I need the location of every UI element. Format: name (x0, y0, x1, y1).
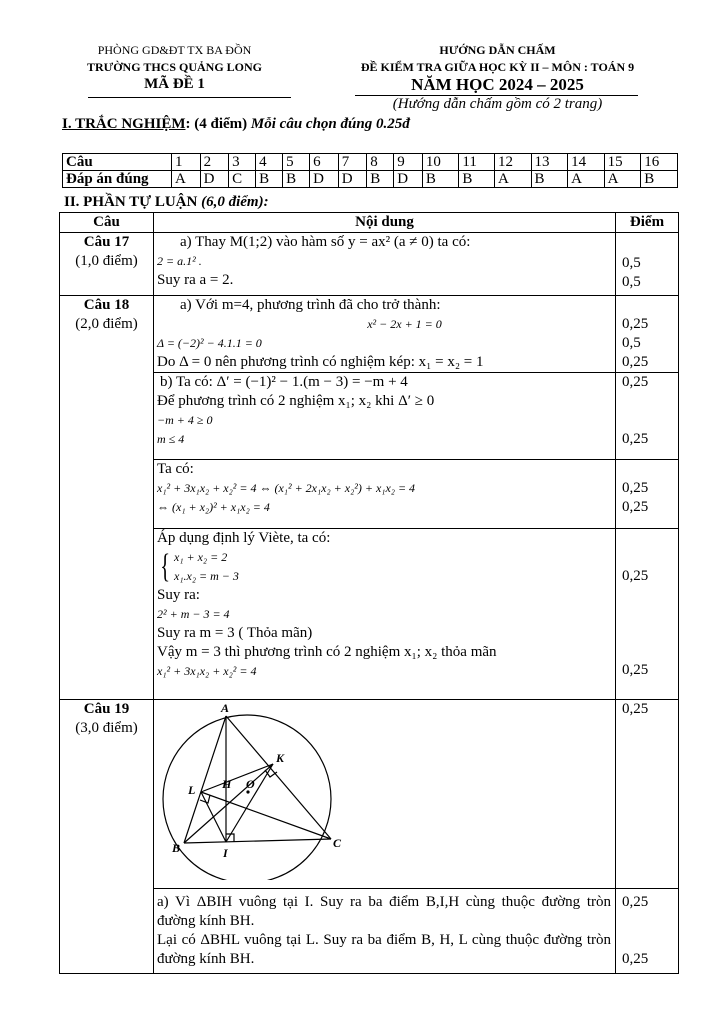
question-number: 3 (229, 154, 256, 171)
geometry-figure (162, 700, 382, 880)
question-number: 10 (422, 154, 459, 171)
score: 0,25 (622, 701, 649, 717)
answer-key: B (367, 171, 394, 188)
question-number: 16 (641, 154, 678, 171)
row-label: Đáp án đúng (63, 171, 172, 188)
q18-line: −m + 4 ≥ 0 (157, 413, 213, 427)
row-label: Câu (63, 154, 172, 171)
q17-label-cell (60, 233, 154, 296)
question-number: 6 (310, 154, 339, 171)
label-o: O (246, 777, 255, 791)
header-left-rule (88, 97, 291, 98)
exam-title: ĐỀ KIỂM TRA GIỮA HỌC KỲ II – MÔN : TOÁN 9 (360, 60, 635, 74)
q18-line: Áp dụng định lý Viète, ta có: (157, 530, 331, 546)
segment-bc (184, 839, 331, 843)
score: 0,5 (622, 335, 641, 351)
score: 0,25 (622, 316, 649, 332)
question-number: 12 (494, 154, 531, 171)
score: 0,25 (622, 374, 649, 390)
q18-line: Suy ra: (157, 587, 200, 603)
q18-line: Do Δ = 0 nên phương trình có nghiệm kép: x₁ = x₂ = 1 (157, 354, 484, 370)
q18-label-cell (60, 296, 154, 700)
section2-points: (6,0 điểm): (201, 194, 269, 210)
q18-line: Để phương trình có 2 nghiệm x₁; x₂ khi Δ′ ≥ 0 (157, 393, 435, 409)
answer-row-keys (63, 171, 678, 188)
q19-label: Câu 19 (83, 701, 130, 717)
answer-key: D (200, 171, 229, 188)
question-number: 1 (172, 154, 201, 171)
label-b: B (172, 841, 181, 855)
answer-key: B (531, 171, 568, 188)
q19-label-cell (60, 700, 154, 974)
col-header-question: Câu (60, 213, 154, 233)
score: 0,25 (622, 431, 649, 447)
label-h: H (222, 777, 232, 791)
answer-key: D (310, 171, 339, 188)
answer-key: D (394, 171, 423, 188)
question-number: 5 (283, 154, 310, 171)
q18-line: m ≤ 4 (157, 432, 185, 446)
col-header-content: Nội dung (154, 213, 616, 233)
q17-row (60, 233, 679, 296)
q17-line: 2 = a.1² . (157, 254, 202, 268)
answer-key: A (604, 171, 641, 188)
answer-key: B (283, 171, 310, 188)
q18d-content (154, 529, 616, 700)
question-number: 4 (256, 154, 283, 171)
answer-row-questions (63, 154, 678, 171)
question-number: 2 (200, 154, 229, 171)
q18-line: Ta có: (157, 461, 194, 477)
score: 0,25 (622, 894, 649, 910)
q19-paragraph: a) Vì ΔBIH vuông tại I. Suy ra ba điểm B,I,H cùng thuộc đường tròn đường kính BH. (157, 894, 611, 929)
q17-line: a) Thay M(1;2) vào hàm số y = ax² (a ≠ 0) ta có: (180, 234, 471, 250)
question-number: 7 (338, 154, 367, 171)
header-right (330, 42, 665, 93)
doc-title: HƯỚNG DẪN CHẤM (439, 43, 556, 57)
label-c: C (333, 836, 342, 850)
section2-title: II. PHẦN TỰ LUẬN (64, 194, 198, 210)
q19a-content (154, 889, 616, 974)
question-number: 14 (568, 154, 605, 171)
score: 0,5 (622, 255, 641, 271)
q19-figure-score (616, 700, 679, 889)
q19-points: (3,0 điểm) (75, 720, 138, 736)
q17-scores (616, 233, 679, 296)
q19a-scores (616, 889, 679, 974)
section1-title: I. TRẮC NGHIỆM (62, 116, 186, 132)
viete-system (157, 548, 615, 586)
system-brace: { (160, 548, 171, 585)
question-number: 11 (459, 154, 495, 171)
q18a-row (60, 296, 679, 373)
score: 0,25 (622, 499, 649, 515)
answer-key: A (172, 171, 201, 188)
q18-line: b) Ta có: Δ′ = (−1)² − 1.(m − 3) = −m + 4 (160, 374, 408, 390)
answer-key: D (338, 171, 367, 188)
answer-key: A (494, 171, 531, 188)
q18c-scores (616, 460, 679, 529)
q17-label: Câu 17 (83, 234, 130, 250)
q18-label: Câu 18 (83, 297, 130, 313)
school-year: NĂM HỌC 2024 – 2025 (411, 75, 584, 94)
score: 0,25 (622, 354, 649, 370)
score: 0,25 (622, 568, 649, 584)
section2-heading (64, 194, 269, 211)
q18-equation: x² − 2x + 1 = 0 (367, 317, 442, 331)
label-k: K (276, 751, 285, 765)
q17-points: (1,0 điểm) (75, 253, 138, 269)
label-a: A (221, 701, 230, 715)
col-header-score: Điểm (616, 213, 679, 233)
q18-line: ⇔ (x₁ + x₂)² + x₁x₂ = 4 (157, 500, 270, 514)
score: 0,25 (622, 480, 649, 496)
answer-key: B (422, 171, 459, 188)
q18c-content (154, 460, 616, 529)
question-number: 13 (531, 154, 568, 171)
label-l: L (188, 783, 196, 797)
q19-paragraph: Lại có ΔBHL vuông tại L. Suy ra ba điểm B, H, L cùng thuộc đường tròn đường kính BH. (157, 932, 611, 967)
dept-name: PHÒNG GD&ĐT TX BA ĐỒN (97, 43, 252, 57)
q19-figure-row (60, 700, 679, 889)
answer-key: B (459, 171, 495, 188)
header-left (62, 42, 287, 93)
answer-key-table (62, 153, 678, 188)
q18-line: x₁² + 3x₁x₂ + x₂² = 4 ⇔ (x₁² + 2x₁x₂ + x₂²) + x₁x₂ = 4 (157, 481, 416, 495)
section1-heading (62, 116, 410, 133)
q18-line: Vậy m = 3 thì phương trình có 2 nghiệm x₁; x₂ thỏa mãn (157, 644, 497, 660)
question-number: 8 (367, 154, 394, 171)
page-note: (Hướng dẫn chấm gồm có 2 trang) (392, 96, 603, 112)
score: 0,5 (622, 274, 641, 290)
q18-line: a) Với m=4, phương trình đã cho trở thành: (180, 297, 441, 313)
table-header (60, 213, 679, 233)
exam-code: MÃ ĐỀ 1 (144, 76, 205, 92)
q18b-scores (616, 373, 679, 460)
q18a-content (154, 296, 616, 373)
q18-points: (2,0 điểm) (75, 316, 138, 332)
q18-line: 2² + m − 3 = 4 (157, 607, 230, 621)
q19-figure-cell (154, 700, 616, 889)
answer-key: B (641, 171, 678, 188)
answer-key: C (229, 171, 256, 188)
q18-line: x₁ + x₂ = 2 (174, 550, 228, 564)
q17-content (154, 233, 616, 296)
right-angle-k (265, 770, 277, 777)
answer-key: A (568, 171, 605, 188)
answer-key: B (256, 171, 283, 188)
score: 0,25 (622, 951, 649, 967)
school-name: TRƯỜNG THCS QUẢNG LONG (86, 60, 263, 74)
label-i: I (223, 846, 228, 860)
solution-table (59, 212, 679, 974)
q18a-scores (616, 296, 679, 373)
q18-line: Suy ra m = 3 ( Thỏa mãn) (157, 625, 313, 641)
q18-line: x₁.x₂ = m − 3 (174, 569, 239, 583)
segment-lk (201, 764, 273, 792)
q17-line: Suy ra a = 2. (157, 272, 234, 288)
q18-line: x₁² + 3x₁x₂ + x₂² = 4 (157, 664, 257, 678)
section1-note: Mỗi câu chọn đúng 0.25đ (250, 116, 410, 132)
score: 0,25 (622, 662, 649, 678)
q18b-content (154, 373, 616, 460)
section1-points: : (4 điểm) (185, 116, 248, 132)
question-number: 15 (604, 154, 641, 171)
question-number: 9 (394, 154, 423, 171)
q18d-scores (616, 529, 679, 700)
q18-line: Δ = (−2)² − 4.1.1 = 0 (157, 336, 262, 350)
